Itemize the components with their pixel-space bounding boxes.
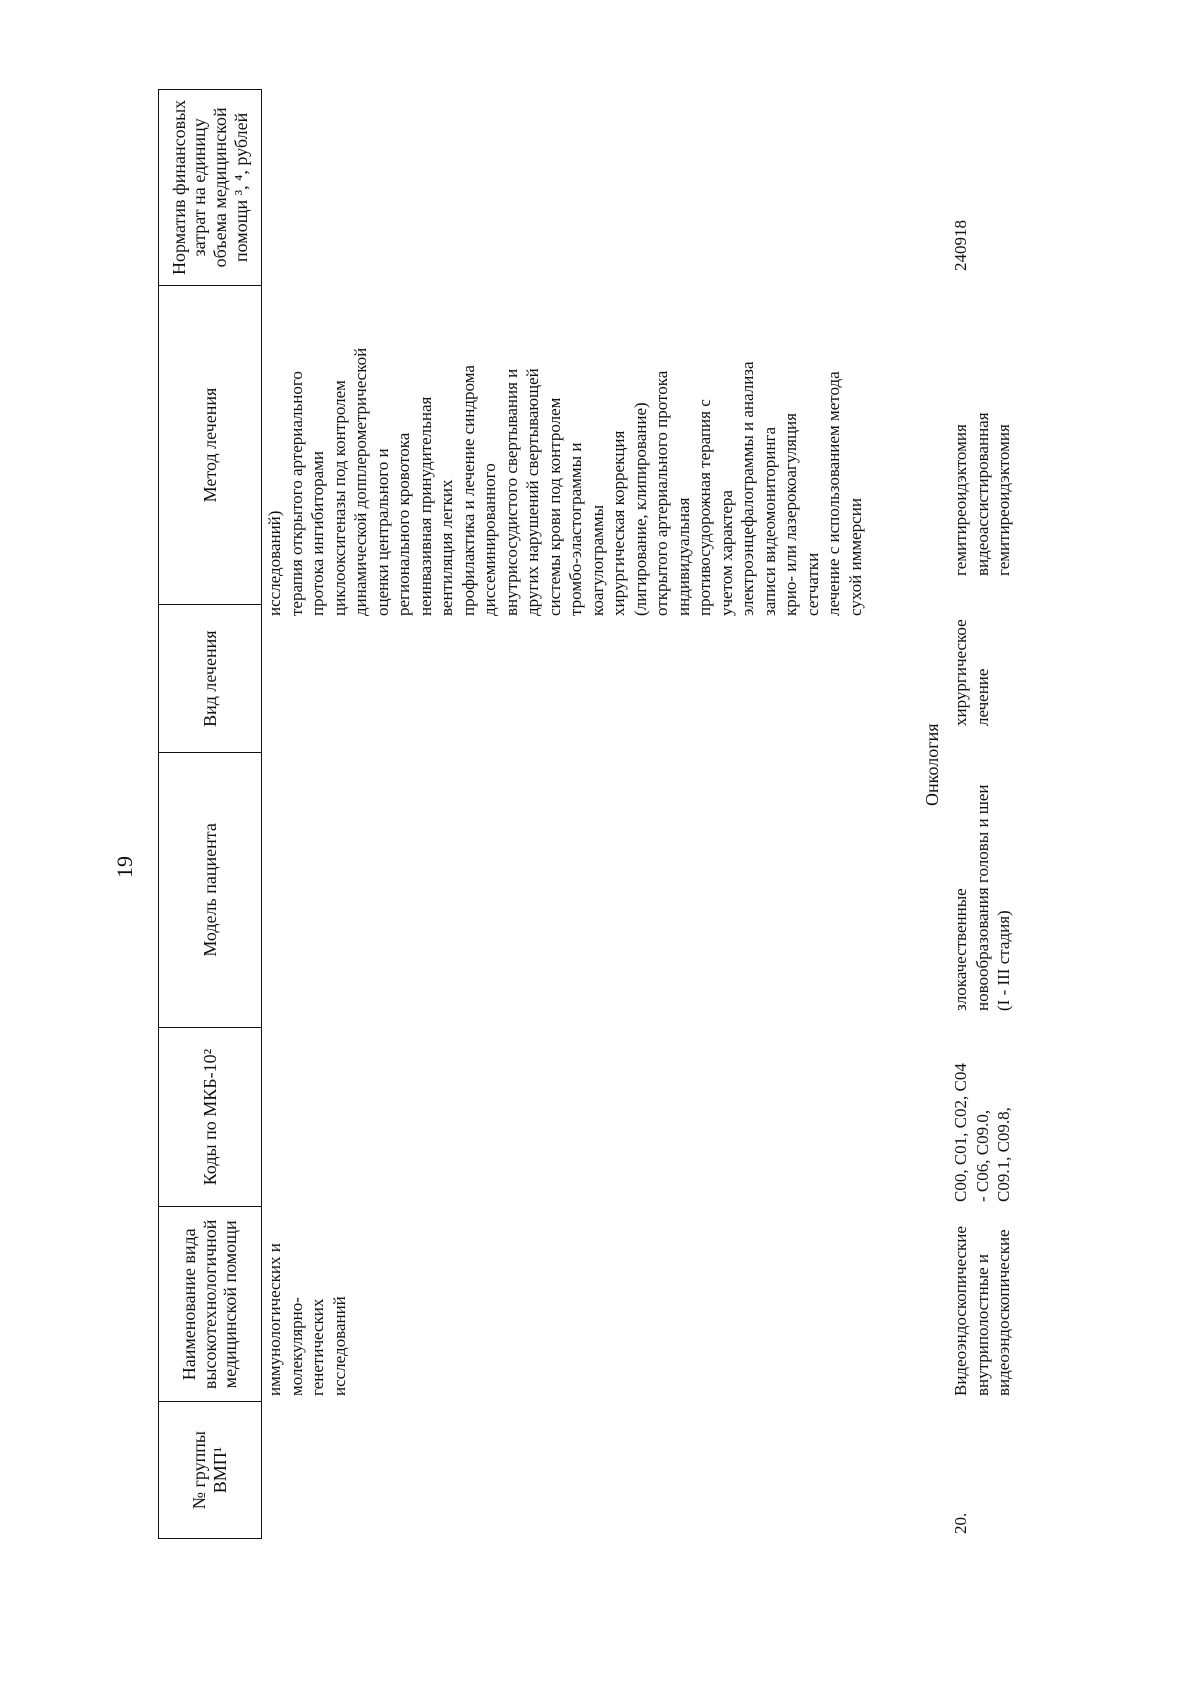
row-20-treatment-method: гемитиреоидэктомия видеоассистированная гемитиреоидэктомия — [951, 412, 1013, 576]
row-20-icd-codes: C00, C01, C02, C04 - C06, C09.0, C09.1, C09.8, — [951, 1063, 1013, 1202]
row-20-cost-norm: 240918 — [951, 220, 970, 271]
page-number: 19 — [112, 856, 137, 878]
continuation-treatment-method: исследований) терапия открытого артериального протока ингибиторами циклооксигеназы под контролем динамической допплерометрической оценки центрального и регионального кровотока неинвазивная принудительная вентиляция легких профилактика и лечение синдрома диссеминированного внутрисосудистого свертывания и других нарушений свертывающей системы крови под контролем тромбо-эластограммы и коагулограммы хирургическая коррекция (лигирование, клипирование) открытого артериального протока индивидуальная противосудорожная терапия с учетом характера электроэнцефалограммы и анализа записи видеомониторинга крио- или лазерокоагуляция сетчатки лечение с использованием метода сухой иммерсии — [265, 347, 865, 616]
row-20-number: 20. — [951, 1512, 970, 1534]
header-group-number: № группы ВМП¹ — [159, 1401, 261, 1538]
header-icd-codes: Коды по МКБ-10² — [159, 1027, 261, 1207]
header-treatment-method: Метод лечения — [159, 285, 261, 605]
header-cost-norm: Норматив финансовых затрат на единицу объема медицинской помощи ³, ⁴, рублей — [168, 99, 251, 275]
row-20-treatment-type: хирургическое лечение — [951, 619, 992, 726]
row-20-vmp-name: Видеоэндоскопические внутриполостные и видеоэндоскопические — [951, 1226, 1013, 1396]
table-header — [158, 89, 262, 1539]
row-20-patient-model: злокачественные новообразования головы и шеи (I - III стадия) — [951, 784, 1013, 1011]
header-vmp-name: Наименование вида высокотехнологичной медицинской помощи — [159, 1206, 261, 1401]
header-treatment-type: Вид лечения — [159, 604, 261, 752]
header-patient-model: Модель пациента — [159, 752, 261, 1027]
continuation-vmp-name: иммунологических и молекулярно-генетических исследований — [265, 1243, 349, 1396]
section-title-oncology: Онкология — [922, 723, 942, 806]
